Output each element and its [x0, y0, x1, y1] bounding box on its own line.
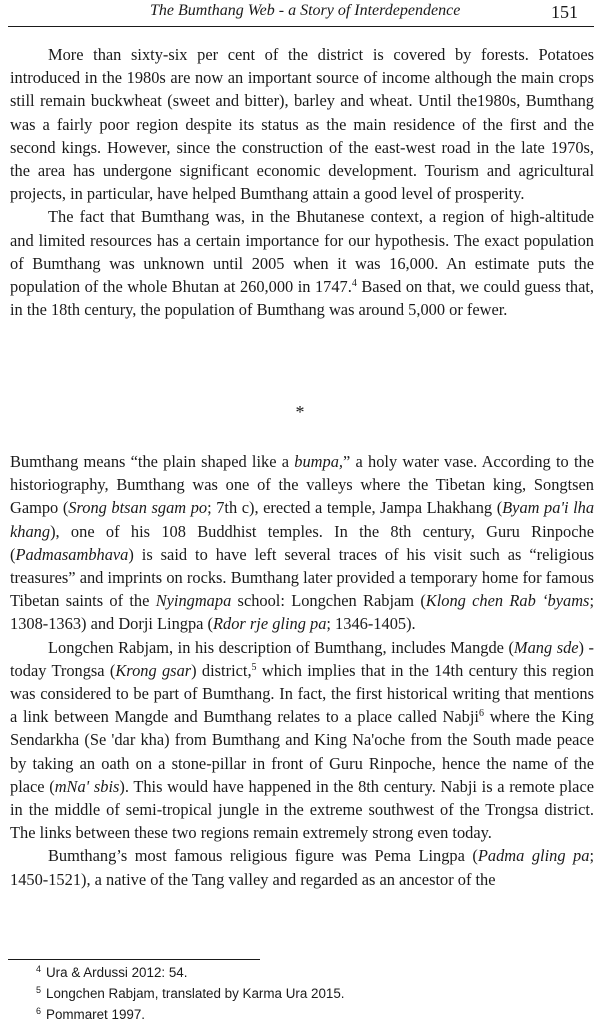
- italic-term: Krong gsar: [115, 660, 192, 680]
- footnote-4: [36, 962, 345, 983]
- paragraph-population-text-b: Based on that, we could guess that, in the 18th century, the population of Bumthang was around 5,000 or fewer.: [10, 277, 594, 320]
- italic-term: Nyingmapa: [155, 591, 232, 611]
- section-two: [10, 450, 594, 891]
- text-run: ; 1308-1363) and Dorji Lingpa (: [10, 591, 594, 634]
- header-rule: [8, 26, 594, 27]
- text-run: ) district,: [191, 660, 252, 680]
- running-title: The Bumthang Web - a Story of Interdependence: [150, 2, 461, 19]
- section-one: [10, 43, 594, 321]
- page-number: 151: [551, 2, 578, 22]
- italic-term: Mang sde: [513, 637, 579, 657]
- text-run: ; 1346-1405).: [326, 614, 416, 634]
- text-run: Longchen Rabjam, in his description of Bumthang, includes Mangde (: [48, 637, 514, 657]
- text-run: ; 1450-1521), a native of the Tang valley and regarded as an ancestor of the: [10, 846, 594, 889]
- footnote-mark: 5: [36, 985, 42, 995]
- text-run: ” a holy water vase. According to the historiography, Bumthang was one of the valleys where the Tibetan king, Songtsen Gampo (: [10, 452, 594, 518]
- italic-term: Rdor rje gling pa: [213, 614, 327, 634]
- footnote-mark: 6: [36, 1006, 42, 1016]
- footnote-ref-4: 4: [351, 278, 357, 290]
- paragraph-pema-lingpa: [10, 844, 594, 890]
- paragraph-population: [10, 205, 594, 321]
- footnotes: [36, 962, 345, 1025]
- footnote-ref-6: 6: [478, 708, 484, 720]
- italic-term: Byam pa'i lha khang: [10, 498, 595, 541]
- italic-term: Padma gling pa: [477, 846, 590, 866]
- italic-term: mNa' sbis: [54, 776, 120, 796]
- footnote-text: Ura & Ardussi 2012: 54.: [46, 965, 188, 980]
- text-run: school: Longchen Rabjam (: [231, 591, 426, 611]
- text-run: ). This would have happened in the 8th century. Nabji is a remote place in the middle of semi-tropical jungle in the extreme southwest of the Trongsa district. The links between these two regions remain extremely strong even today.: [10, 776, 594, 843]
- footnote-text: Pommaret 1997.: [46, 1007, 146, 1022]
- footnote-ref-5: 5: [251, 661, 257, 673]
- footnote-5: [36, 983, 345, 1004]
- text-run: ; 7th c), erected a temple, Jampa Lhakhang (: [207, 498, 503, 518]
- footnote-mark: 4: [36, 964, 42, 974]
- text-run: Bumthang means “the plain shaped like a: [10, 452, 295, 471]
- italic-term: Padmasambhava: [15, 544, 129, 564]
- paragraph-longchen: [10, 636, 594, 845]
- paragraph-bumthang-meaning: [10, 450, 594, 636]
- text-run: which implies that in the 14th century this region was considered to be part of Bumthang. In fact, the first historical writing that mentions a link between Mangde and Bumthang relates to a place called Nabji: [10, 660, 594, 727]
- text-run: ), one of his 108 Buddhist temples. In the 8th century, Guru Rinpoche (: [10, 521, 594, 564]
- italic-term: bumpa,: [294, 452, 343, 471]
- footnote-6: [36, 1004, 345, 1025]
- italic-term: Srong btsan sgam po: [68, 498, 208, 518]
- text-run: where the King Sendarkha (Se 'dar kha) from Bumthang and King Na'oche from the South made peace by taking an oath on a stone-pillar in front of Guru Rinpoche, hence the name of the place (: [10, 707, 594, 796]
- section-separator: *: [295, 402, 305, 422]
- footnote-text: Longchen Rabjam, translated by Karma Ura 2015.: [46, 986, 345, 1001]
- italic-term: Klong chen Rab ‘byams: [425, 591, 590, 611]
- text-run: ) is said to have left several traces of his visit such as “religious treasures” and imprints on rocks. Bumthang later provided a temporary home for famous Tibetan saints of the: [10, 544, 594, 611]
- paragraph-forests: More than sixty-six per cent of the district is covered by forests. Potatoes introduced in the 1980s are now an important source of income although the main crops still remain buckwheat (sweet and bitter), barley and wheat. Until the1980s, Bumthang was a fairly poor region despite its status as the main residence of the first and the second kings. However, since the construction of the east-west road in the late 1970s, the area has undergone significant economic development. Tourism and agricultural projects, in particular, have helped Bumthang attain a good level of prosperity.: [10, 45, 594, 204]
- text-run: ) - today Trongsa (: [10, 637, 594, 680]
- paragraph-population-text-a: The fact that Bumthang was, in the Bhutanese context, a region of high-altitude and limited resources has a certain importance for our hypothesis. The exact population of Bumthang was unknown until 2005 when it was 16,000. An estimate puts the population of the whole Bhutan at 260,000 in 1747.: [10, 207, 594, 297]
- footnote-rule: [8, 959, 260, 960]
- text-run: Bumthang’s most famous religious figure was Pema Lingpa (: [48, 846, 478, 866]
